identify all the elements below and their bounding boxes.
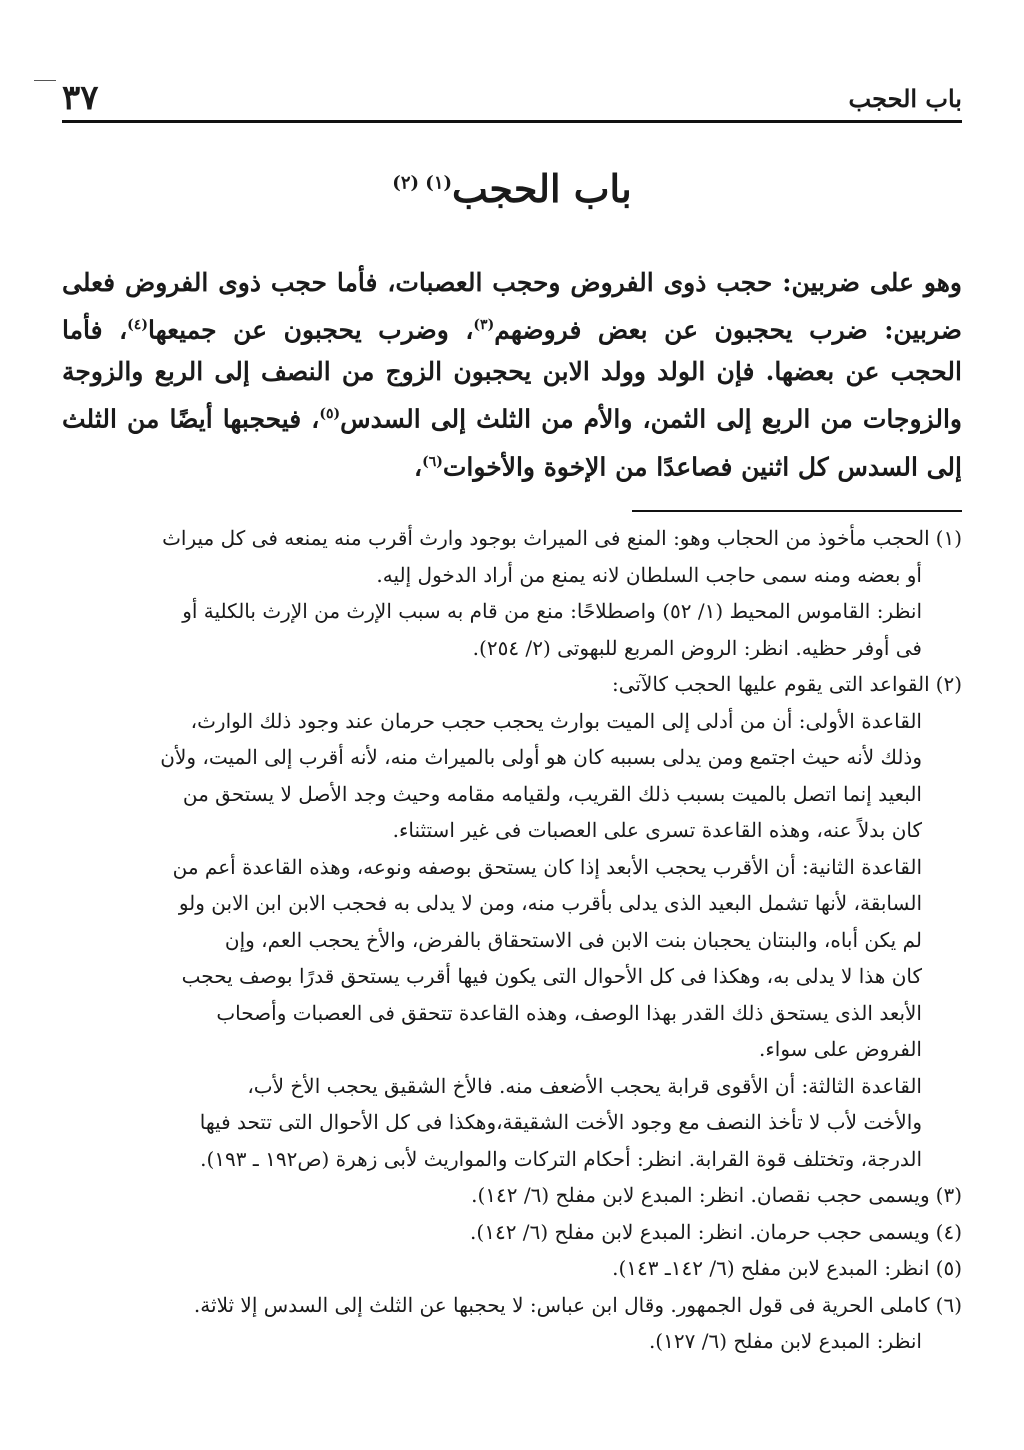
footnote-line bbox=[62, 922, 962, 959]
footnote-line bbox=[62, 703, 962, 740]
footnote-text: الأبعد الذى يستحق ذلك القدر بهذا الوصف، وهذه القاعدة تتحقق فى العصبات وأصحاب bbox=[216, 1000, 922, 1025]
body-ref-6: (٦) bbox=[422, 453, 443, 470]
footnote-line bbox=[62, 666, 962, 703]
body-part-2: ، وضرب يحجبون عن جميعها bbox=[147, 315, 474, 345]
footnote-number: (٣) bbox=[935, 1183, 962, 1207]
body-text bbox=[62, 262, 962, 488]
footnote-text: انظر: المبدع لابن مفلح (٦/ ١٢٧). bbox=[648, 1329, 922, 1353]
footnote-line bbox=[62, 885, 962, 922]
footnote-text: الحجب مأخوذ من الحجاب وهو: المنع فى الميراث بوجود وارث أقرب منه يمنعه فى كل ميراث bbox=[162, 526, 930, 550]
body-ref-3: (٣) bbox=[473, 317, 495, 333]
footnote-line bbox=[62, 1068, 962, 1105]
footnote-text: انظر: المبدع لابن مفلح (٦/ ١٤٢ـ ١٤٣). bbox=[612, 1256, 930, 1280]
page-header bbox=[62, 78, 962, 122]
footnote-text: القاعدة الثانية: أن الأقرب يحجب الأبعد إذا كان يستحق بوصفه ونوعه، وهذه القاعدة أعم من bbox=[172, 854, 922, 879]
footnote-line bbox=[62, 958, 962, 995]
footnote-number: (٥) bbox=[935, 1256, 962, 1280]
footnote-line bbox=[62, 1177, 962, 1214]
footnotes bbox=[62, 520, 962, 1360]
footnote-text: البعيد إنما اتصل بالميت بسبب ذلك القريب، ولقيامه مقامه وحيث وجد الأصل لا يستحق من bbox=[182, 781, 922, 806]
body-part-3: ، فأما الحجب عن بعضها. فإن الولد وولد الابن يحجبون الزوج من النصف إلى الربع والزوجة والزوجات من الربع إلى الثمن، والأم من الثلث إلى السدس bbox=[62, 315, 962, 434]
footnote-text: السابقة، لأنها تشمل البعيد الذى يدلى بأقرب منه، ومن لا يدلى به فحجب الابن ابن الابن ولو bbox=[178, 891, 922, 915]
footnote-text: انظر: القاموس المحيط (١/ ٥٢) واصطلاحًا: منع من قام به سبب الإرث من الإرث بالكلية أو bbox=[182, 599, 922, 623]
footnote-text: الفروض على سواء. bbox=[759, 1037, 922, 1061]
header-rule bbox=[62, 120, 962, 123]
footnote-text: القاعدة الثالثة: أن الأقوى قرابة يحجب الأضعف منه. فالأخ الشقيق يحجب الأخ لأب، bbox=[247, 1073, 922, 1098]
footnote-line bbox=[62, 812, 962, 849]
page-number: ٣٧ bbox=[62, 78, 99, 118]
footnote-line bbox=[62, 593, 962, 630]
footnote-text: كاملى الحرية فى قول الجمهور. وقال ابن عباس: لا يحجبها عن الثلث إلى السدس إلا ثلاثة. bbox=[193, 1292, 930, 1317]
body-part-4: ، فيحجبها أيضًا من الثلث إلى السدس كل اثنين فصاعدًا من الإخوة والأخوات bbox=[62, 404, 962, 481]
footnote-line bbox=[62, 776, 962, 813]
footnote bbox=[62, 520, 962, 666]
footnote-text: كان هذا لا يدلى به، وهكذا فى كل الأحوال التى يكون فيها أقرب يستحق قدرًا بوصف يحجب bbox=[181, 964, 922, 988]
footnote-line bbox=[62, 1141, 962, 1178]
footnote bbox=[62, 1287, 962, 1360]
body-part-5: ، bbox=[414, 451, 423, 481]
chapter-title-refs: (١) (٢) bbox=[392, 172, 453, 194]
body-ref-4: (٤) bbox=[127, 317, 148, 333]
chapter-title-text: باب الحجب bbox=[452, 166, 632, 211]
footnote-text: ويسمى حجب حرمان. انظر: المبدع لابن مفلح (٦/ ١٤٢). bbox=[470, 1219, 930, 1244]
footnote bbox=[62, 666, 962, 1177]
footnote-text: لم يكن أباه، والبنتان يحجبان بنت الابن فى الاستحقاق بالفرض، والأخ يحجب العم، وإن bbox=[224, 927, 922, 952]
footnote-line bbox=[62, 520, 962, 557]
footnote-line bbox=[62, 1323, 962, 1360]
chapter-title bbox=[0, 166, 1024, 211]
footnote-text: الدرجة، وتختلف قوة القرابة. انظر: أحكام التركات والمواريث لأبى زهرة (ص١٩٢ ـ ١٩٣). bbox=[200, 1146, 922, 1171]
body-part-1: وهو على ضربين: حجب ذوى الفروض وحجب العصبات، فأما حجب ذوى الفروض فعلى ضربين: ضرب يحجبون عن بعض فروضهم bbox=[62, 268, 962, 345]
footnote-line bbox=[62, 557, 962, 594]
footnote-text: ويسمى حجب نقصان. انظر: المبدع لابن مفلح (٦/ ١٤٢). bbox=[471, 1183, 930, 1207]
footnote bbox=[62, 1250, 962, 1287]
footnote-line bbox=[62, 1287, 962, 1324]
footnote-text: كان بدلاً عنه، وهذه القاعدة تسرى على العصبات فى غير استثناء. bbox=[392, 818, 922, 842]
corner-mark bbox=[34, 80, 56, 81]
footnote bbox=[62, 1214, 962, 1251]
footnote-line bbox=[62, 739, 962, 776]
footnote-text: والأخت لأب لا تأخذ النصف مع وجود الأخت الشقيقة،وهكذا فى كل الأحوال التى تتحد فيها bbox=[199, 1110, 922, 1134]
footnote-line bbox=[62, 849, 962, 886]
footnote-line bbox=[62, 1104, 962, 1141]
footnote-line bbox=[62, 995, 962, 1032]
footnote-number: (٢) bbox=[935, 672, 962, 696]
footnote-text: أو بعضه ومنه سمى حاجب السلطان لانه يمنع من أراد الدخول إليه. bbox=[376, 562, 922, 587]
body-paragraph bbox=[62, 262, 962, 488]
footnote-text: فى أوفر حظيه. انظر: الروض المربع للبهوتى (٢/ ٢٥٤). bbox=[472, 635, 922, 660]
running-head: باب الحجب bbox=[848, 84, 962, 113]
footnote-text: وذلك لأنه حيث اجتمع ومن يدلى بسببه كان هو أولى بالميراث منه، لأنه أقرب إلى الميت، ولأن bbox=[160, 745, 922, 769]
footnote bbox=[62, 1177, 962, 1214]
footnote-line bbox=[62, 1214, 962, 1251]
footnote-rule bbox=[632, 510, 962, 512]
footnote-text: القاعدة الأولى: أن من أدلى إلى الميت بوارث يحجب حجب حرمان عند وجود ذلك الوارث، bbox=[190, 708, 922, 733]
footnote-number: (٦) bbox=[935, 1292, 962, 1317]
footnote-number: (٤) bbox=[935, 1219, 962, 1244]
footnote-text: القواعد التى يقوم عليها الحجب كالآتى: bbox=[611, 672, 930, 696]
body-ref-5: (٥) bbox=[319, 406, 341, 423]
footnote-line bbox=[62, 1031, 962, 1068]
footnote-line bbox=[62, 1250, 962, 1287]
footnote-number: (١) bbox=[935, 526, 962, 550]
footnote-line bbox=[62, 630, 962, 667]
